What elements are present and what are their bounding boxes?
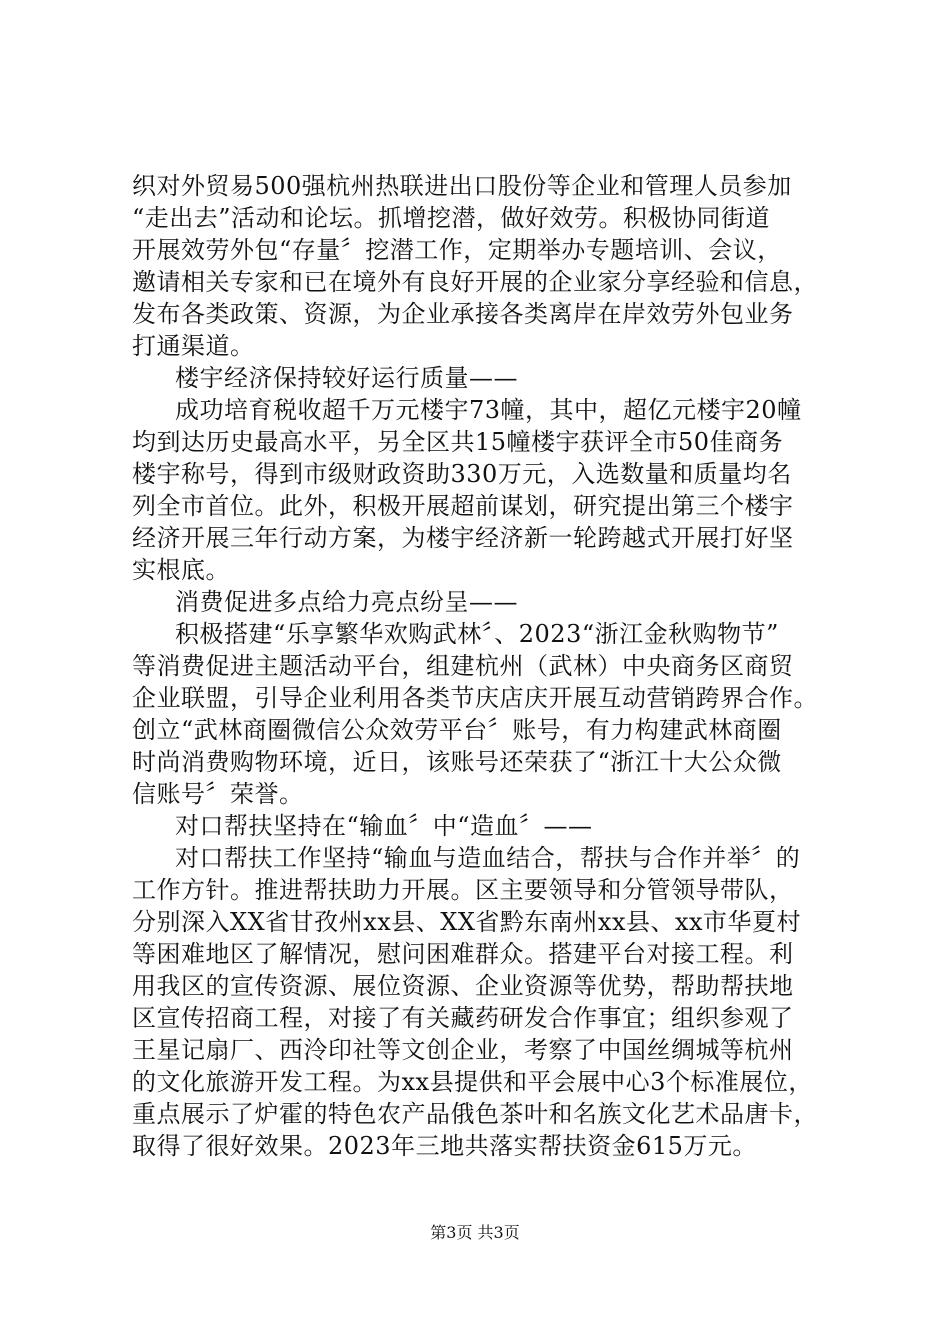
text-line: 王星记扇厂、西泠印社等文创企业，考察了中国丝绸城等杭州: [132, 1036, 794, 1064]
paragraph-first-line: 对口帮扶工作坚持“输血与造血结合，帮扶与合作并举〞的: [175, 844, 801, 872]
text-line: 发布各类政策、资源，为企业承接各类离岸在岸效劳外包业务: [132, 300, 794, 328]
text-line: 创立“武林商圈微信公众效劳平台〞账号，有力构建武林商圈: [132, 716, 782, 744]
text-line: 楼宇称号，得到市级财政资助330万元，入选数量和质量均名: [132, 460, 792, 488]
section-heading: 楼宇经济保持较好运行质量——: [175, 364, 518, 392]
text-line: 均到达历史最高水平，另全区共15幢楼宇获评全市50佳商务: [132, 428, 784, 456]
text-line: 开展效劳外包“存量〞挖潜工作，定期举办专题培训、会议，: [132, 236, 782, 264]
text-line: 重点展示了炉霍的特色农产品俄色茶叶和名族文化艺术品唐卡，: [132, 1100, 818, 1128]
document-body: [132, 170, 832, 1162]
text-line: 织对外贸易500强杭州热联进出口股份等企业和管理人员参加: [132, 172, 792, 200]
text-line: 打通渠道。: [132, 332, 255, 360]
text-line: 用我区的宣传资源、展位资源、企业资源等优势，帮助帮扶地: [132, 972, 794, 1000]
text-line: 等困难地区了解情况，慰问困难群众。搭建平台对接工程。利: [132, 940, 794, 968]
text-line: 企业联盟，引导企业利用各类节庆店庆开展互动营销跨界合作。: [132, 684, 818, 712]
text-line: 取得了很好效果。2023年三地共落实帮扶资金615万元。: [132, 1132, 757, 1160]
text-line: 邀请相关专家和已在境外有良好开展的企业家分享经验和信息，: [132, 268, 818, 296]
text-line: 信账号〞荣誉。: [132, 780, 304, 808]
text-line: 经济开展三年行动方案，为楼宇经济新一轮跨越式开展打好坚: [132, 524, 794, 552]
paragraph-first-line: 积极搭建“乐享繁华欢购武林〞、2023“浙江金秋购物节”: [175, 620, 779, 648]
text-line: 分别深入XX省甘孜州xx县、XX省黔东南州xx县、xx市华夏村: [132, 908, 802, 936]
text-line: 时尚消费购物环境，近日，该账号还荣获了“浙江十大公众微: [132, 748, 782, 776]
text-line: 工作方针。推进帮扶助力开展。区主要领导和分管领导带队，: [132, 876, 794, 904]
section-heading: 对口帮扶坚持在“输血〞中“造血〞——: [175, 812, 593, 840]
section-heading: 消费促进多点给力亮点纷呈——: [175, 588, 518, 616]
text-line: 区宣传招商工程，对接了有关藏药研发合作事宜；组织参观了: [132, 1004, 794, 1032]
text-line: 实根底。: [132, 556, 230, 584]
page-number-footer: 第3页 共3页: [430, 1223, 520, 1242]
text-line: 列全市首位。此外，积极开展超前谋划，研究提出第三个楼宇: [132, 492, 794, 520]
text-line: 的文化旅游开发工程。为xx县提供和平会展中心3个标准展位，: [132, 1068, 813, 1096]
text-line: “走出去”活动和论坛。抓增挖潜，做好效劳。积极协同街道: [132, 204, 771, 232]
paragraph-first-line: 成功培育税收超千万元楼宇73幢，其中，超亿元楼宇20幢: [175, 396, 802, 424]
text-line: 等消费促进主题活动平台，组建杭州（武林）中央商务区商贸: [132, 652, 794, 680]
